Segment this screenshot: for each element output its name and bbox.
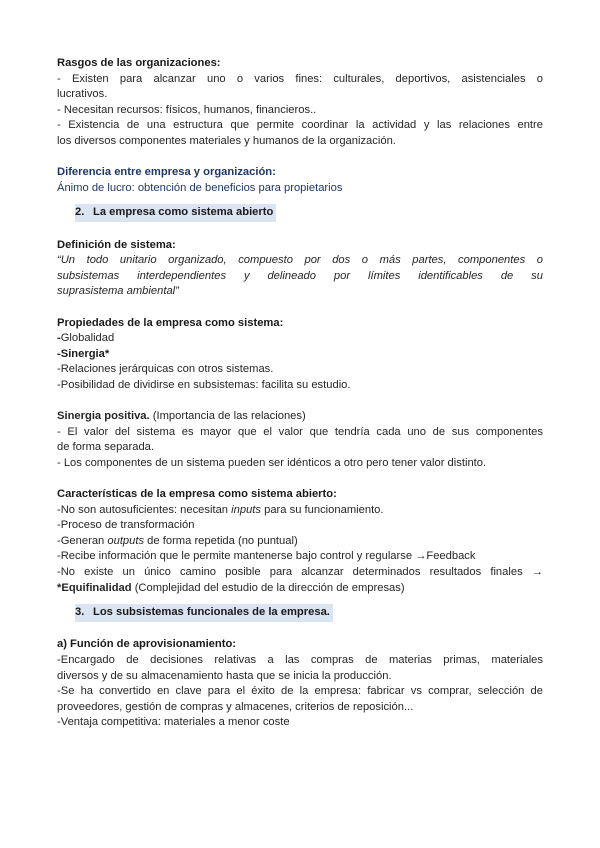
rasgos-item: los diversos componentes materiales y humanos de la organización. (57, 134, 396, 147)
caracteristicas-text: -Generan (57, 534, 108, 547)
aprovisionamiento-item: proveedores, gestión de compras y almacenes, criterios de reposición... (57, 700, 414, 713)
caracteristicas-italic: outputs (107, 534, 145, 547)
section-3-heading (57, 604, 543, 622)
propiedades-item: -Relaciones jerárquicas con otros sistemas. (57, 363, 274, 376)
propiedades-heading: Propiedades de la empresa como sistema: (57, 316, 284, 329)
diferencia-text: Ánimo de lucro: obtención de beneficios para propietarios (57, 181, 343, 194)
caracteristicas-text: -No son autosuficientes: necesitan (57, 503, 232, 516)
caracteristicas-item: -No existe un único camino posible para alcanzar determinados resultados finales → (57, 566, 543, 578)
definicion-quote: suprasistema ambiental” (57, 285, 179, 298)
rasgos-heading: Rasgos de las organizaciones: (57, 57, 221, 69)
rasgos-item: - Existen para alcanzar uno o varios fines: culturales, deportivos, asistenciales o (57, 72, 543, 85)
caracteristicas-item: -Recibe información que le permite mantenerse bajo control y regularse →Feedback (57, 550, 476, 563)
aprovisionamiento-item: -Ventaja competitiva: materiales a menor coste (57, 716, 290, 729)
caracteristicas-heading: Características de la empresa como sistema abierto: (57, 488, 337, 501)
sinergia-note: (Importancia de las relaciones) (149, 410, 306, 423)
definicion-heading: Definición de sistema: (57, 238, 176, 251)
caracteristicas-text: (Complejidad del estudio de la dirección de empresas) (131, 581, 405, 594)
definicion-quote: “Un todo unitario organizado, compuesto por dos o más partes, componentes o (57, 254, 543, 267)
aprovisionamiento-item: -Se ha convertido en clave para el éxito de la empresa: fabricar vs comprar, selección de (57, 685, 543, 698)
caracteristicas-italic: inputs (231, 503, 261, 516)
aprovisionamiento-item: diversos y de su almacenamiento hasta que se inicia la producción. (57, 669, 392, 682)
rasgos-item: - Existencia de una estructura que permite coordinar la actividad y las relaciones entre (57, 119, 543, 132)
section-3-title: Los subsistemas funcionales de la empresa. (93, 606, 330, 619)
section-2-heading (57, 204, 543, 222)
propiedades-item (57, 331, 543, 347)
sinergia-item: - Los componentes de un sistema pueden ser idénticos a otro pero tener valor distinto. (57, 456, 487, 469)
caracteristicas-text: para su funcionamiento. (261, 503, 384, 516)
caracteristicas-item (57, 534, 543, 550)
section-2-title: La empresa como sistema abierto (93, 206, 274, 219)
definicion-quote: subsistemas interdependientes y delineado por límites identificables de su (57, 269, 543, 282)
rasgos-item: lucrativos. (57, 88, 108, 101)
document-content (57, 56, 543, 731)
propiedades-item: -Sinergia* (57, 347, 110, 360)
aprovisionamiento-heading: a) Función de aprovisionamiento: (57, 638, 237, 651)
sinergia-item: - El valor del sistema es mayor que el valor que tendría cada uno de sus componentes (57, 425, 543, 438)
rasgos-item: - Necesitan recursos: físicos, humanos, financieros.. (57, 103, 317, 116)
caracteristicas-text: de forma repetida (no puntual) (144, 534, 298, 547)
diferencia-heading: Diferencia entre empresa y organización: (57, 166, 276, 179)
equifinalidad-term: *Equifinalidad (57, 581, 132, 594)
propiedades-item-text: Globalidad (60, 332, 115, 345)
sinergia-heading: Sinergia positiva. (57, 410, 150, 423)
sinergia-item: de forma separada. (57, 441, 155, 454)
aprovisionamiento-item: -Encargado de decisiones relativas a las compras de materias primas, materiales (57, 653, 543, 666)
caracteristicas-item (57, 581, 543, 597)
propiedades-dash: - (57, 332, 61, 345)
section-3-number: 3. (75, 606, 85, 619)
caracteristicas-item (57, 503, 543, 519)
propiedades-item: -Posibilidad de dividirse en subsistemas: facilita su estudio. (57, 378, 351, 391)
section-2-number: 2. (75, 206, 85, 219)
caracteristicas-item: -Proceso de transformación (57, 519, 195, 532)
sinergia-heading-line (57, 409, 543, 425)
